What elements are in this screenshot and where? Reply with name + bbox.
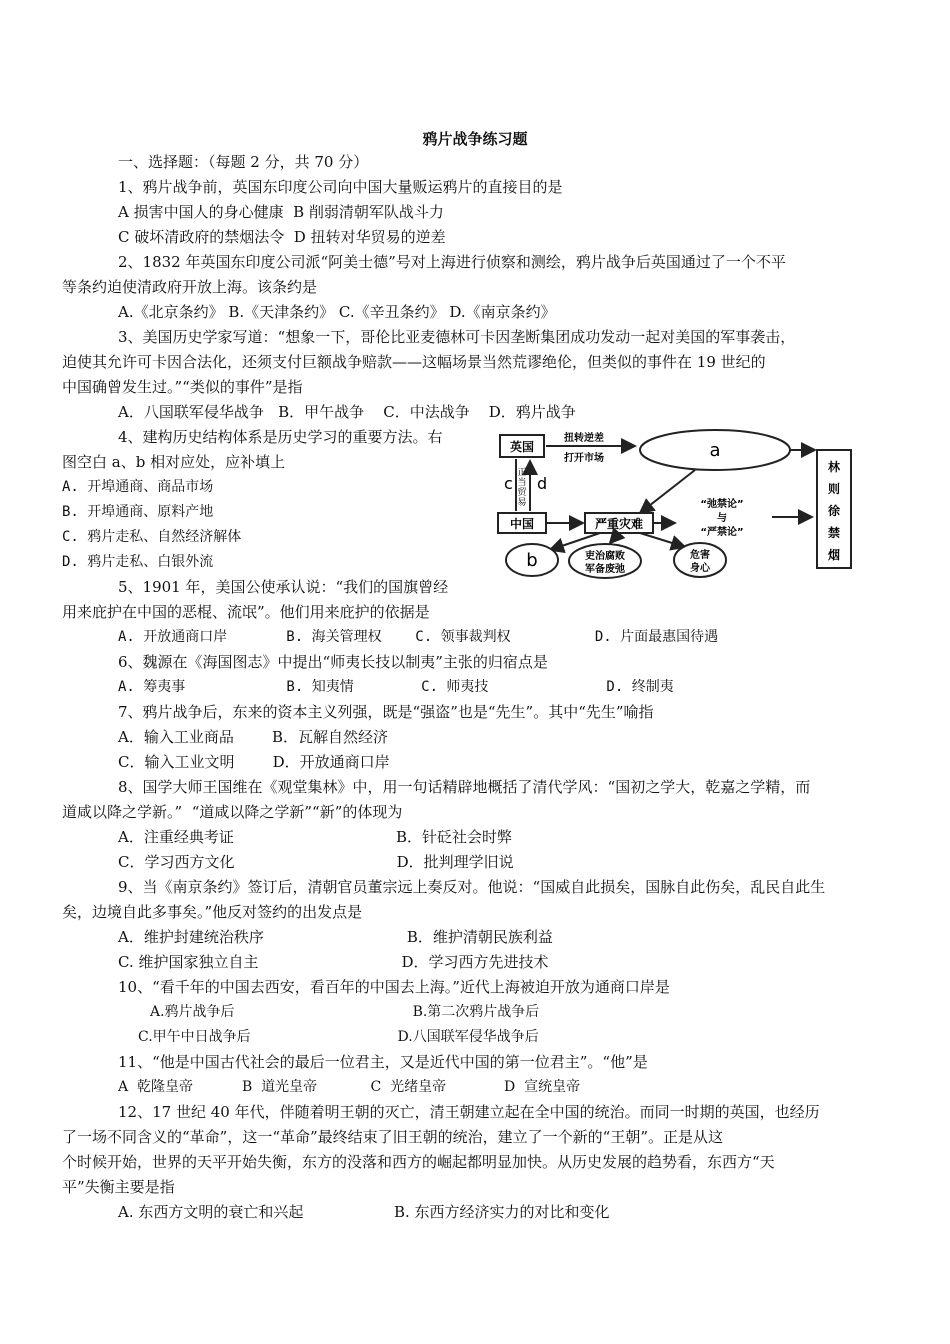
label-d: d <box>537 474 548 493</box>
option-line: A 乾隆皇帝 B 道光皇帝 C 光绪皇帝 D 宣统皇帝 <box>118 1079 581 1095</box>
option-line: A.《北京条约》 B.《天津条约》 C.《辛丑条约》 D.《南京条约》 <box>118 303 556 321</box>
lin-char: 林 <box>827 460 841 474</box>
question-5: 5、1901 年，美国公使承认说：“我们的国旗曾经 <box>118 578 449 596</box>
reverse-deficit-text: 扭转逆差 <box>564 433 604 444</box>
question-6: 6、魏源在《海国图志》中提出“师夷长技以制夷”主张的归宿点是 <box>118 653 548 671</box>
lin-char: 则 <box>827 482 841 496</box>
option-line: C．学习西方文化 D．批判理学旧说 <box>118 853 514 871</box>
question-11: 11、“他是中国古代社会的最后一位君主，又是近代中国的第一位君主”。“他”是 <box>118 1053 648 1071</box>
arrow-to-corruption <box>610 533 619 543</box>
policy-text: “严禁论” <box>700 527 744 538</box>
question-12-cont: 平”失衡主要是指 <box>62 1178 175 1196</box>
label-c: c <box>504 474 513 493</box>
question-3: 3、美国历史学家写道：“想象一下，哥伦比亚麦德林可卡因垄断集团成功发动一起对美国的军事袭击， <box>118 328 796 346</box>
question-10: 10、“看千年的中国去西安，看百年的中国去上海。”近代上海被迫开放为通商口岸是 <box>118 978 670 996</box>
question-12: 12、17 世纪 40 年代，伴随着明王朝的灭亡，清王朝建立起在全中国的统治。而同一时期的英国，也经历 <box>118 1103 820 1121</box>
option-line: C. 鸦片走私、自然经济解体 <box>62 529 242 545</box>
question-12-cont: 了一场不同含义的“革命”，这一“革命”最终结束了旧王朝的统治，建立了一个新的“王朝”。正是从这 <box>62 1128 724 1146</box>
question-5-cont: 用来庇护在中国的恶棍、流氓”。他们用来庇护的依据是 <box>62 603 430 621</box>
trade-char: 正 <box>517 468 527 478</box>
china-label: 中国 <box>509 517 535 531</box>
option-line: C. 维护国家独立自主 D．学习西方先进技术 <box>118 953 549 971</box>
policy-text: “弛禁论” <box>700 499 744 510</box>
disaster-label: 严重灾难 <box>594 517 644 531</box>
option-line: A．注重经典考证 B．针砭社会时弊 <box>118 828 512 846</box>
open-market-text: 打开市场 <box>564 453 604 464</box>
question-8: 8、国学大师王国维在《观堂集林》中，用一句话精辟地概括了清代学风：“国初之学大，乾嘉之学精，而 <box>118 778 811 796</box>
trade-char: 易 <box>517 498 527 508</box>
option-line: A．维护封建统治秩序 B．维护清朝民族利益 <box>118 928 553 946</box>
option-line: A. 东西方文明的衰亡和兴起 B. 东西方经济实力的对比和变化 <box>118 1203 610 1221</box>
option-line: C 破坏清政府的禁烟法令 D 扭转对华贸易的逆差 <box>118 228 446 246</box>
option-line: A. 筹夷事 B. 知夷情 C. 师夷技 D. 终制夷 <box>118 679 674 695</box>
option-line: C．输入工业文明 D．开放通商口岸 <box>118 753 390 771</box>
arrow-a-to-disaster <box>640 470 695 513</box>
label-b: b <box>526 550 538 571</box>
question-8-cont: 道咸以降之学新。” “道咸以降之学新”“新”的体现为 <box>62 803 403 821</box>
label-a: a <box>709 440 721 461</box>
policy-text: 与 <box>717 513 727 524</box>
trade-char: 贸 <box>517 488 527 498</box>
question-2-cont: 等条约迫使清政府开放上海。该条约是 <box>62 278 318 296</box>
corruption-text: 军备废弛 <box>585 564 625 575</box>
option-line: A．输入工业商品 B．瓦解自然经济 <box>118 728 389 746</box>
harm-text: 危害 <box>690 550 710 561</box>
page-title: 鸦片战争练习题 <box>422 130 528 148</box>
option-line: A．八国联军侵华战争 B．甲午战争 C．中法战争 D．鸦片战争 <box>118 403 576 421</box>
option-line: A 损害中国人的身心健康 B 削弱清朝军队战斗力 <box>118 203 444 221</box>
question-12-cont: 个时候开始，世界的天平开始失衡，东方的没落和西方的崛起都明显加快。从历史发展的趋势看，东西方“天 <box>62 1153 775 1171</box>
question-1: 1、鸦片战争前，英国东印度公司向中国大量贩运鸦片的直接目的是 <box>118 178 563 196</box>
question-9-cont: 矣，边境自此多事矣。”他反对签约的出发点是 <box>62 903 363 921</box>
section-heading: 一、选择题：（每题 2 分，共 70 分） <box>118 153 369 171</box>
lin-char: 禁 <box>827 526 841 540</box>
option-line: D. 鸦片走私、白银外流 <box>62 554 214 570</box>
lin-char: 徐 <box>827 504 841 518</box>
question-2: 2、1832 年英国东印度公司派“阿美士德”号对上海进行侦察和测绘，鸦片战争后英国通过了一个不平 <box>118 253 786 271</box>
trade-char: 当 <box>517 478 527 488</box>
option-line: C.甲午中日战争后 D.八国联军侵华战争后 <box>138 1029 539 1045</box>
history-structure-diagram <box>490 425 860 580</box>
option-line: B. 开埠通商、原料产地 <box>62 504 214 520</box>
option-line: A.鸦片战争后 B.第二次鸦片战争后 <box>150 1004 540 1020</box>
question-4-cont: 图空白 a、b 相对应处，应补填上 <box>62 453 286 471</box>
question-3-cont: 中国确曾发生过。”“类似的事件”是指 <box>62 378 303 396</box>
britain-label: 英国 <box>509 440 535 454</box>
option-line: A. 开放通商口岸 B. 海关管理权 C. 领事裁判权 D. 片面最惠国待遇 <box>118 629 719 645</box>
option-line: A. 开埠通商、商品市场 <box>62 479 214 495</box>
question-3-cont: 迫使其允许可卡因合法化，还须支付巨额战争赔款——这幅场景当然荒谬绝伦，但类似的事件在 19 世纪的 <box>62 353 766 371</box>
question-9: 9、当《南京条约》签订后，清朝官员董宗远上奏反对。他说：“国威自此损矣，国脉自此伤矣，乱民自此生 <box>118 878 826 896</box>
question-4: 4、建构历史结构体系是历史学习的重要方法。右 <box>118 428 443 446</box>
harm-text: 身心 <box>690 563 710 574</box>
lin-char: 烟 <box>827 548 841 562</box>
question-7: 7、鸦片战争后，东来的资本主义列强，既是“强盗”也是“先生”。其中“先生”喻指 <box>118 703 654 721</box>
arrow-to-harm <box>640 533 685 547</box>
corruption-text: 吏治腐败 <box>585 551 625 562</box>
